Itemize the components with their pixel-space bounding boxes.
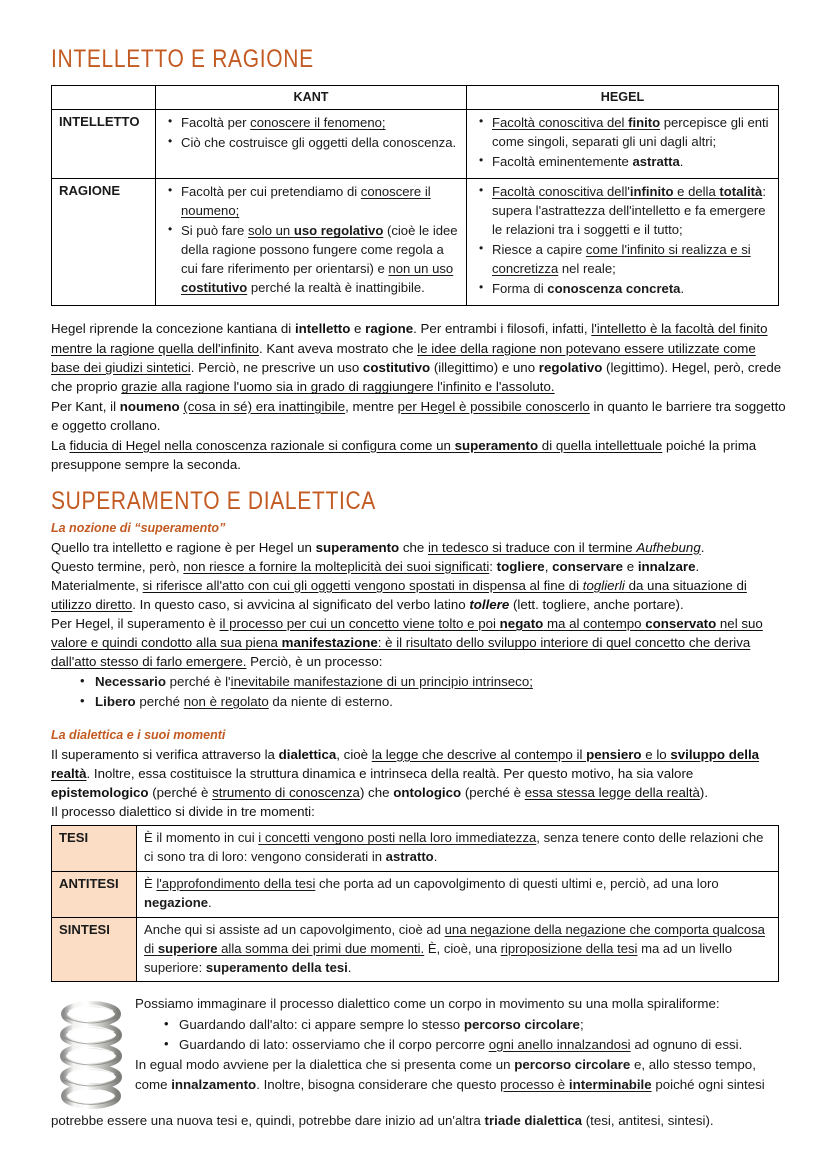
spring-text-column (135, 994, 788, 1095)
list-item: • Facoltà conoscitiva dell'infinito e della totalità: supera l'astrattezza dell'intelletto e fa emergere le relazioni tra i soggetti e il tutto; (492, 183, 772, 240)
subheading-nozione-superamento: La nozione di “superamento” (51, 520, 226, 535)
table-row (52, 826, 779, 872)
cell-ragione-hegel (467, 179, 779, 306)
list-item: • Libero perché non è regolato da niente di esterno. (95, 692, 788, 712)
table-row (52, 917, 779, 982)
table-row (52, 872, 779, 918)
cell-intelletto-hegel (467, 110, 779, 179)
list-item: • Facoltà conoscitiva del finito percepisce gli enti come singoli, separati gli uni dagli altri; (492, 114, 772, 152)
table-tesi-antitesi-sintesi (51, 825, 779, 982)
table-header-row (52, 86, 779, 110)
subheading-dialettica-momenti: La dialettica e i suoi momenti (51, 728, 226, 742)
spring-after-text: In egual modo avviene per la dialettica che si presenta come un percorso circolare e, allo stesso tempo, come innalzamento. Inoltre, bisogna considerare che questo processo è interminabile poiché ogni sintesi (135, 1056, 765, 1093)
list-spring-observations (135, 1015, 788, 1055)
table-row (52, 110, 779, 179)
table-corner-cell (52, 86, 156, 110)
list-item: • Facoltà per conoscere il fenomeno; (181, 114, 460, 133)
list-item: • Si può fare solo un uso regolativo (cioè le idee della ragione possono fungere come regola a cui fare riferimento per orientarsi) e non un uso costitutivo perché la realtà è inattingibile. (181, 222, 460, 298)
page-title-superamento-e-dialettica: SUPERAMENTO E DIALETTICA (51, 487, 376, 516)
paragraph-dialettica: Il superamento si verifica attraverso la dialettica, cioè la legge che descrive al contempo il pensiero e lo sviluppo della realtà. Inoltre, essa costituisce la struttura dinamica e intrinseca della realtà. Per questo motivo, ha sia valore epistemologico (perché è strumento di conoscenza) che ontologico (perché è essa stessa legge della realtà). Il processo dialettico si divide in tre momenti: (51, 746, 760, 820)
row-label-tesi: TESI (52, 826, 137, 872)
list-item: • Guardando dall'alto: ci appare sempre lo stesso percorso circolare; (179, 1015, 788, 1035)
paragraph-hegel-kant-intro: Hegel riprende la concezione kantiana di intelletto e ragione. Per entrambi i filosofi, infatti, l'intelletto è la facoltà del finito mentre la ragione quella dell'infinito. Kant aveva mostrato che le idee della ragione non potevano essere utilizzate come base dei giudizi sintetici. Perciò, ne prescrive un uso costitutivo (illegittimo) e uno regolativo (legittimo). Hegel, però, crede che proprio grazie alla ragione l'uomo sia in grado di raggiungere l'infinito e l'assoluto. Per Kant, il noumeno (cosa in sé) era inattingibile, mentre per Hegel è possibile conoscerlo in quanto le barriere tra soggetto e oggetto crollano. (51, 321, 786, 434)
column-header-hegel: HEGEL (467, 86, 779, 110)
page-title-intelletto-e-ragione: INTELLETTO E RAGIONE (51, 45, 314, 73)
row-label-intelletto: INTELLETTO (52, 110, 156, 179)
cell-tesi-text: È il momento in cui i concetti vengono posti nella loro immediatezza, senza tenere conto delle relazioni che ci sono tra di loro: vengono considerati in astratto. (137, 826, 779, 872)
paragraph-tre-momenti: Il processo dialettico si divide in tre momenti: (51, 804, 315, 820)
spring-intro-text: Possiamo immaginare il processo dialettico come un corpo in movimento su una molla spiraliforme: (135, 996, 720, 1012)
paragraph-superamento: Quello tra intelletto e ragione è per Hegel un superamento che in tedesco si traduce con il termine Aufhebung. Questo termine, però, non riesce a fornire la molteplicità dei suoi significati: togliere, conservare e innalzare. Materialmente, si riferisce all'atto con cui gli oggetti vengono spostati in dispensa al fine di toglierli da una situazione di utilizzo diretto. In questo caso, si avvicina al significato del verbo latino tollere (lett. togliere, anche portare). Per Hegel, il superamento è il processo per cui un concetto viene tolto e poi negato ma al contempo conservato nel suo valore e quindi condotto alla sua piena manifestazione: è il risultato dello sviluppo interiore di quel concetto che deriva dall'atto stesso di farlo emergere. Perciò, è un processo: (51, 539, 763, 670)
list-item: • Facoltà per cui pretendiamo di conoscere il noumeno; (181, 183, 460, 221)
cell-ragione-kant (156, 179, 467, 306)
paragraph-fiducia-hegel: La fiducia di Hegel nella conoscenza razionale si configura come un superamento di quella intellettuale poiché la prima presuppone sempre la seconda. (51, 437, 757, 473)
paragraph-triade-dialettica: potrebbe essere una nuova tesi e, quindi, potrebbe dare inizio ad un'altra triade dialettica (tesi, antitesi, sintesi). (51, 1113, 714, 1129)
list-item: • Forma di conoscenza concreta. (492, 280, 772, 299)
row-label-ragione: RAGIONE (52, 179, 156, 306)
cell-sintesi-text: Anche qui si assiste ad un capovolgimento, cioè ad una negazione della negazione che comporta qualcosa di superiore alla somma dei primi due momenti. È, cioè, una riproposizione della tesi ma ad un livello superiore: superamento della tesi. (137, 917, 779, 982)
coil-spring-icon (55, 997, 127, 1109)
table-kant-hegel (51, 85, 779, 306)
list-item: • Necessario perché è l'inevitabile manifestazione di un principio intrinseco; (95, 672, 788, 692)
cell-antitesi-text: È l'approfondimento della tesi che porta ad un capovolgimento di questi ultimi e, perciò, ad una loro negazione. (137, 872, 779, 918)
spring-illustration-block (51, 994, 788, 1109)
cell-intelletto-kant (156, 110, 467, 179)
list-item: • Riesce a capire come l'infinito si realizza e si concretizza nel reale; (492, 241, 772, 279)
table-row (52, 179, 779, 306)
list-item: • Guardando di lato: osserviamo che il corpo percorre ogni anello innalzandosi ad ognuno di essi. (179, 1035, 788, 1055)
row-label-sintesi: SINTESI (52, 917, 137, 982)
column-header-kant: KANT (156, 86, 467, 110)
list-processo-caratteristiche (49, 672, 788, 712)
list-item: • Facoltà eminentemente astratta. (492, 153, 772, 172)
list-item: • Ciò che costruisce gli oggetti della conoscenza. (181, 134, 460, 153)
row-label-antitesi: ANTITESI (52, 872, 137, 918)
